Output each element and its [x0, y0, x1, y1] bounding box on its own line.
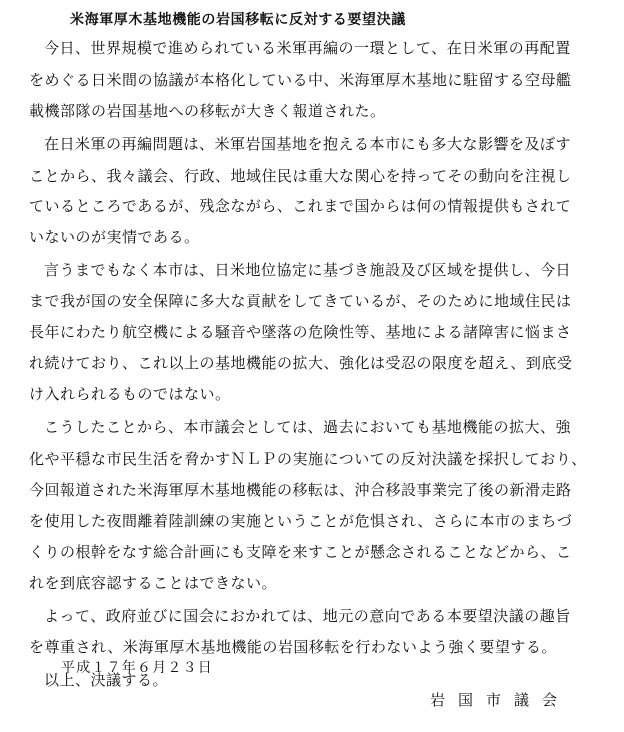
paragraph-3-line-1: 言うまでもなく本市は、日米地位協定に基づき施設及び区域を提供し、今日 — [44, 261, 572, 279]
closing-line: 以上、決議する。 — [44, 671, 169, 689]
paragraph-3-line-3: 長年にわたり航空機による騒音や墜落の危険性等、基地による諸障害に悩まさ — [29, 323, 572, 341]
paragraph-2-line-3: ているところであるが、残念ながら、これまで国からは何の情報提供もされて — [29, 197, 572, 215]
paragraph-1-line-2: をめぐる日米間の協議が本格化している中、米海軍厚木基地に駐留する空母艦 — [29, 71, 572, 89]
paragraph-4-line-4: を使用した夜間離着陸訓練の実施ということが危惧され、さらに本市のまちづ — [29, 512, 573, 530]
document-title: 米海軍厚木基地機能の岩国移転に反対する要望決議 — [70, 12, 406, 28]
paragraph-2-line-4: いないのが実情である。 — [29, 228, 200, 246]
paragraph-4-line-3: 今回報道された米海軍厚木基地機能の移転は、沖合移設事業完了後の新滑走路 — [29, 481, 572, 499]
paragraph-4-line-6: れを到底容認することはできない。 — [29, 574, 278, 592]
paragraph-3-line-2: まで我が国の安全保障に多大な貢献をしてきているが、そのために地域住民は — [29, 292, 572, 310]
paragraph-2-line-2: ことから、我々議会、行政、地域住民は重大な関心を持ってその動向を注視し — [29, 167, 572, 185]
paragraph-1-line-1: 今日、世界規模で進められている米軍再編の一環として、在日米軍の再配置 — [44, 39, 571, 57]
paragraph-2-line-1: 在日米軍の再編問題は、米軍岩国基地を抱える本市にも多大な影響を及ぼす — [44, 135, 572, 153]
paragraph-5-line-1: よって、政府並びに国会におかれては、地元の意向である本要望決議の趣旨 — [44, 607, 571, 625]
resolution-date: 平成１７年６月２３日 — [61, 660, 213, 676]
paragraph-3-line-4: れ続けており、これ以上の基地機能の拡大、強化は受忍の限度を超え、到底受 — [29, 354, 573, 372]
paragraph-5-line-2: を尊重され、米海軍厚木基地機能の岩国移転を行わないよう強く要望する。 — [29, 638, 557, 656]
paragraph-4-line-2: 化や平穏な市民生活を脅かすＮＬＰの実施についての反対決議を採択しており、 — [29, 450, 587, 468]
paragraph-4-line-1: こうしたことから、本市議会としては、過去においても基地機能の拡大、強 — [44, 418, 572, 436]
paragraph-4-line-5: くりの根幹をなす総合計画にも支障を来すことが懸念されることなどから、こ — [29, 543, 572, 561]
paragraph-1-line-3: 載機部隊の岩国基地への移転が大きく報道された。 — [29, 102, 386, 120]
paragraph-3-line-5: け入れられるものではない。 — [29, 385, 231, 403]
signature-council: 岩国市議会 — [430, 691, 571, 709]
